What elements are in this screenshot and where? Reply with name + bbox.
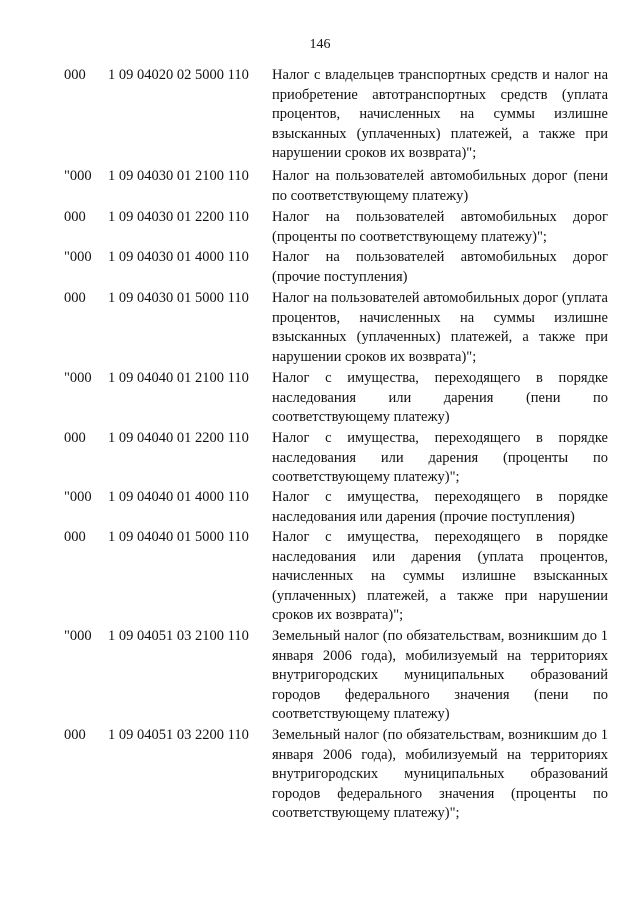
row-prefix: "000 <box>64 370 92 386</box>
row-description: Налог на пользователей автомобильных дорог (пени по соответствующему платежу) <box>272 168 608 204</box>
row-description: Налог на пользователей автомобильных дорог (проценты по соответствующему платежу)"; <box>272 209 608 245</box>
row-prefix: "000 <box>64 628 92 644</box>
row-description: Налог с имущества, переходящего в порядке наследования или дарения (прочие поступления) <box>272 489 608 525</box>
page-number: 146 <box>309 37 331 52</box>
row-code: 1 09 04030 01 4000 110 <box>108 249 249 265</box>
row-prefix: 000 <box>64 430 86 446</box>
row-code: 1 09 04051 03 2100 110 <box>108 628 249 644</box>
row-code: 1 09 04040 01 2100 110 <box>108 370 249 386</box>
row-code: 1 09 04051 03 2200 110 <box>108 727 249 743</box>
row-prefix: "000 <box>64 489 92 505</box>
row-code: 1 09 04040 01 4000 110 <box>108 489 249 505</box>
row-prefix: 000 <box>64 67 86 83</box>
row-description: Земельный налог (по обязательствам, возникшим до 1 января 2006 года), мобилизуемый на территориях внутригородских муниципальных образований городов федерального значения (пени по соответствующему платежу) <box>272 628 608 723</box>
row-prefix: 000 <box>64 727 86 743</box>
row-code: 1 09 04020 02 5000 110 <box>108 67 249 83</box>
row-description: Налог с имущества, переходящего в порядке наследования или дарения (проценты по соответствующему платежу)"; <box>272 430 608 486</box>
row-description: Налог с владельцев транспортных средств и налог на приобретение автотранспортных средств (уплата процентов, начисленных на суммы излишне взысканных (уплаченных) платежей, а также при нарушении сроков их возврата)"; <box>272 67 608 162</box>
row-description: Налог с имущества, переходящего в порядке наследования или дарения (пени по соответствующему платежу) <box>272 370 608 426</box>
row-description: Налог на пользователей автомобильных дорог (прочие поступления) <box>272 249 608 285</box>
row-prefix: 000 <box>64 290 86 306</box>
row-code: 1 09 04040 01 2200 110 <box>108 430 249 446</box>
row-code: 1 09 04030 01 5000 110 <box>108 290 249 306</box>
row-prefix: 000 <box>64 209 86 225</box>
row-prefix: "000 <box>64 249 92 265</box>
row-prefix: "000 <box>64 168 92 184</box>
row-description: Налог с имущества, переходящего в порядке наследования или дарения (уплата процентов, начисленных на суммы излишне взысканных (уплаченных) платежей, а также при нарушении сроков их возврата)"; <box>272 529 608 624</box>
row-prefix: 000 <box>64 529 86 545</box>
row-code: 1 09 04030 01 2100 110 <box>108 168 249 184</box>
row-description: Земельный налог (по обязательствам, возникшим до 1 января 2006 года), мобилизуемый на территориях внутригородских муниципальных образований городов федерального значения (проценты по соответствующему платежу)"; <box>272 727 608 822</box>
row-description: Налог на пользователей автомобильных дорог (уплата процентов, начисленных на суммы излишне взысканных (уплаченных) платежей, а также при нарушении сроков их возврата)"; <box>272 290 608 365</box>
row-code: 1 09 04030 01 2200 110 <box>108 209 249 225</box>
row-code: 1 09 04040 01 5000 110 <box>108 529 249 545</box>
